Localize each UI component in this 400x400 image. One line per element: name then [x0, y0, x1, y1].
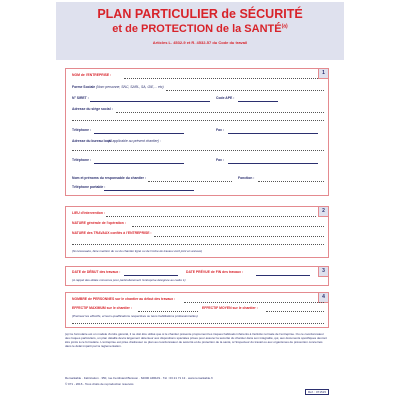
forme-sociale-field[interactable] [166, 90, 324, 91]
telephone-label: Téléphone : [72, 128, 92, 132]
form-page [56, 2, 344, 396]
telephone-2-label: Téléphone : [72, 158, 92, 162]
nature-travaux-label: NATURE des TRAVAUX confiés à l'ENTREPRISE : [72, 231, 152, 235]
nombre-personnes-label: NOMBRE de PERSONNES sur le chantier au début des travaux : [72, 297, 176, 301]
section-number: 2 [318, 207, 328, 217]
effectif-max-label: EFFECTIF MAXIMUM sur le chantier : [72, 306, 132, 310]
nature-operation-label [72, 221, 126, 225]
section-3-dates [65, 266, 329, 286]
footnote: (a) Ce formulaire est un modèle d'ordre général, il ne doit être utilisé que si le chantier présente proprement les risques habituels inhérents à l'activité normale de l'entreprise. Ou ce coordonnateur des risques particuliers, un plan détaillé devra largement détenteur aux dispositions spéciales prises pour assurer la sécurité du chantier dans son intégralité, qui, aux documents spécifiques devront être joints à ce formulaire. L'entreprise est priée d'adresser ce plan au coordonnateur de sécurité et de protection de la santé, à l'inspecteur du travail ou aux organismes de prévention concernés dans le délai imparti par la réglementation. [65, 332, 327, 348]
forme-sociale-label: Forme Sociale [72, 85, 96, 89]
portable-field[interactable] [104, 190, 194, 191]
responsable-label: Nom et prénoms du responsable du chantier : [72, 176, 147, 180]
section-number: 3 [318, 267, 328, 277]
lieu-field[interactable] [106, 216, 316, 217]
nature-travaux-field[interactable] [154, 236, 324, 237]
fonction-label: Fonction : [238, 176, 255, 180]
publisher-line: Remarkable · Fabrication · 350, rue Ferdinand Buisson · 62000 ARRAS · Tél : 03 21 71 13 · www.remarkable.fr [65, 376, 213, 380]
date-fin-field[interactable] [256, 275, 310, 276]
effectif-moyen-field[interactable] [266, 311, 324, 312]
nombre-personnes-field[interactable] [184, 302, 324, 303]
title-line-1: PLAN PARTICULIER de SÉCURITÉ [97, 7, 303, 21]
legal-reference: Articles L. 4532-9 et R. 4532-57 du Code du travail [152, 40, 248, 45]
adresse-siege-label: Adresse du siège social : [72, 107, 113, 111]
portable-label: Téléphone portable : [72, 185, 106, 189]
fonction-field[interactable] [258, 181, 324, 182]
section-2-intervention [65, 206, 329, 258]
section-number: 1 [318, 69, 328, 79]
adresse-siege-field-2[interactable] [72, 120, 324, 121]
form-header [56, 2, 344, 60]
bureau-local-hint: (si applicable au présent chantier) : [108, 139, 161, 143]
bureau-local-field[interactable] [72, 150, 324, 151]
section-2-note: (Si nécessaire, faire mention du ou du chantier ligné ou de l'ordre de travaux écrit joint en annexe) [72, 249, 203, 253]
fax-2-field[interactable] [228, 163, 318, 164]
telephone-field[interactable] [94, 133, 184, 134]
effectif-moyen-label: EFFECTIF MOYEN sur le chantier : [202, 306, 258, 310]
date-fin-label: DATE PRÉVUE de FIN des travaux : [186, 270, 244, 274]
title-line-2 [56, 23, 344, 35]
code-ape-field[interactable] [238, 101, 278, 102]
lieu-label: LIEU d'intervention : [72, 211, 106, 215]
date-debut-field[interactable] [124, 275, 178, 276]
section-3-note: (A rappel des délais convenus pour particulièrement l'entreprise désignée au cadre 1) [72, 278, 186, 282]
section-4-effectifs [65, 292, 329, 328]
responsable-field[interactable] [148, 181, 232, 182]
bureau-local-label: Adresse du bureau local [72, 139, 112, 143]
adresse-siege-field[interactable] [116, 112, 324, 113]
siret-label: N° SIRET : [72, 96, 89, 100]
forme-sociale-hint: (Nom personne, SNC, SARL, SA, GIE,... etc) [96, 85, 164, 89]
nom-entreprise-label: NOM de l'ENTREPRISE : [72, 73, 112, 77]
fax-label: Fax : [216, 128, 224, 132]
reference-number: Réf. : 071515 [305, 389, 329, 395]
code-ape-label: Code APE : [216, 96, 235, 100]
section-4-note: (Précisez les effectifs, et leurs qualifications respectives ou leurs habilitations professionnelles) [72, 314, 198, 318]
section-number: 4 [318, 293, 328, 303]
fax-2-label: Fax : [216, 158, 224, 162]
nature-operation-field[interactable] [132, 226, 324, 227]
effectif-max-field[interactable] [138, 311, 198, 312]
nature-travaux-field-2[interactable] [72, 244, 324, 245]
title-note-mark: (a) [281, 23, 288, 30]
fax-field[interactable] [228, 133, 318, 134]
telephone-2-field[interactable] [94, 163, 184, 164]
effectifs-field[interactable] [72, 323, 324, 324]
nature-operation-text: NATURE générale de l'opération : [72, 221, 126, 225]
siret-field[interactable] [90, 101, 210, 102]
section-1-entreprise [65, 68, 329, 196]
rights-line: © 071 - 2016 - Tous droits de reproduction réservés [65, 382, 134, 386]
date-debut-label: DATE de DÉBUT des travaux : [72, 270, 121, 274]
nom-entreprise-field[interactable] [124, 78, 318, 79]
title-line-2-text: et de PROTECTION de la SANTÉ [112, 23, 282, 35]
